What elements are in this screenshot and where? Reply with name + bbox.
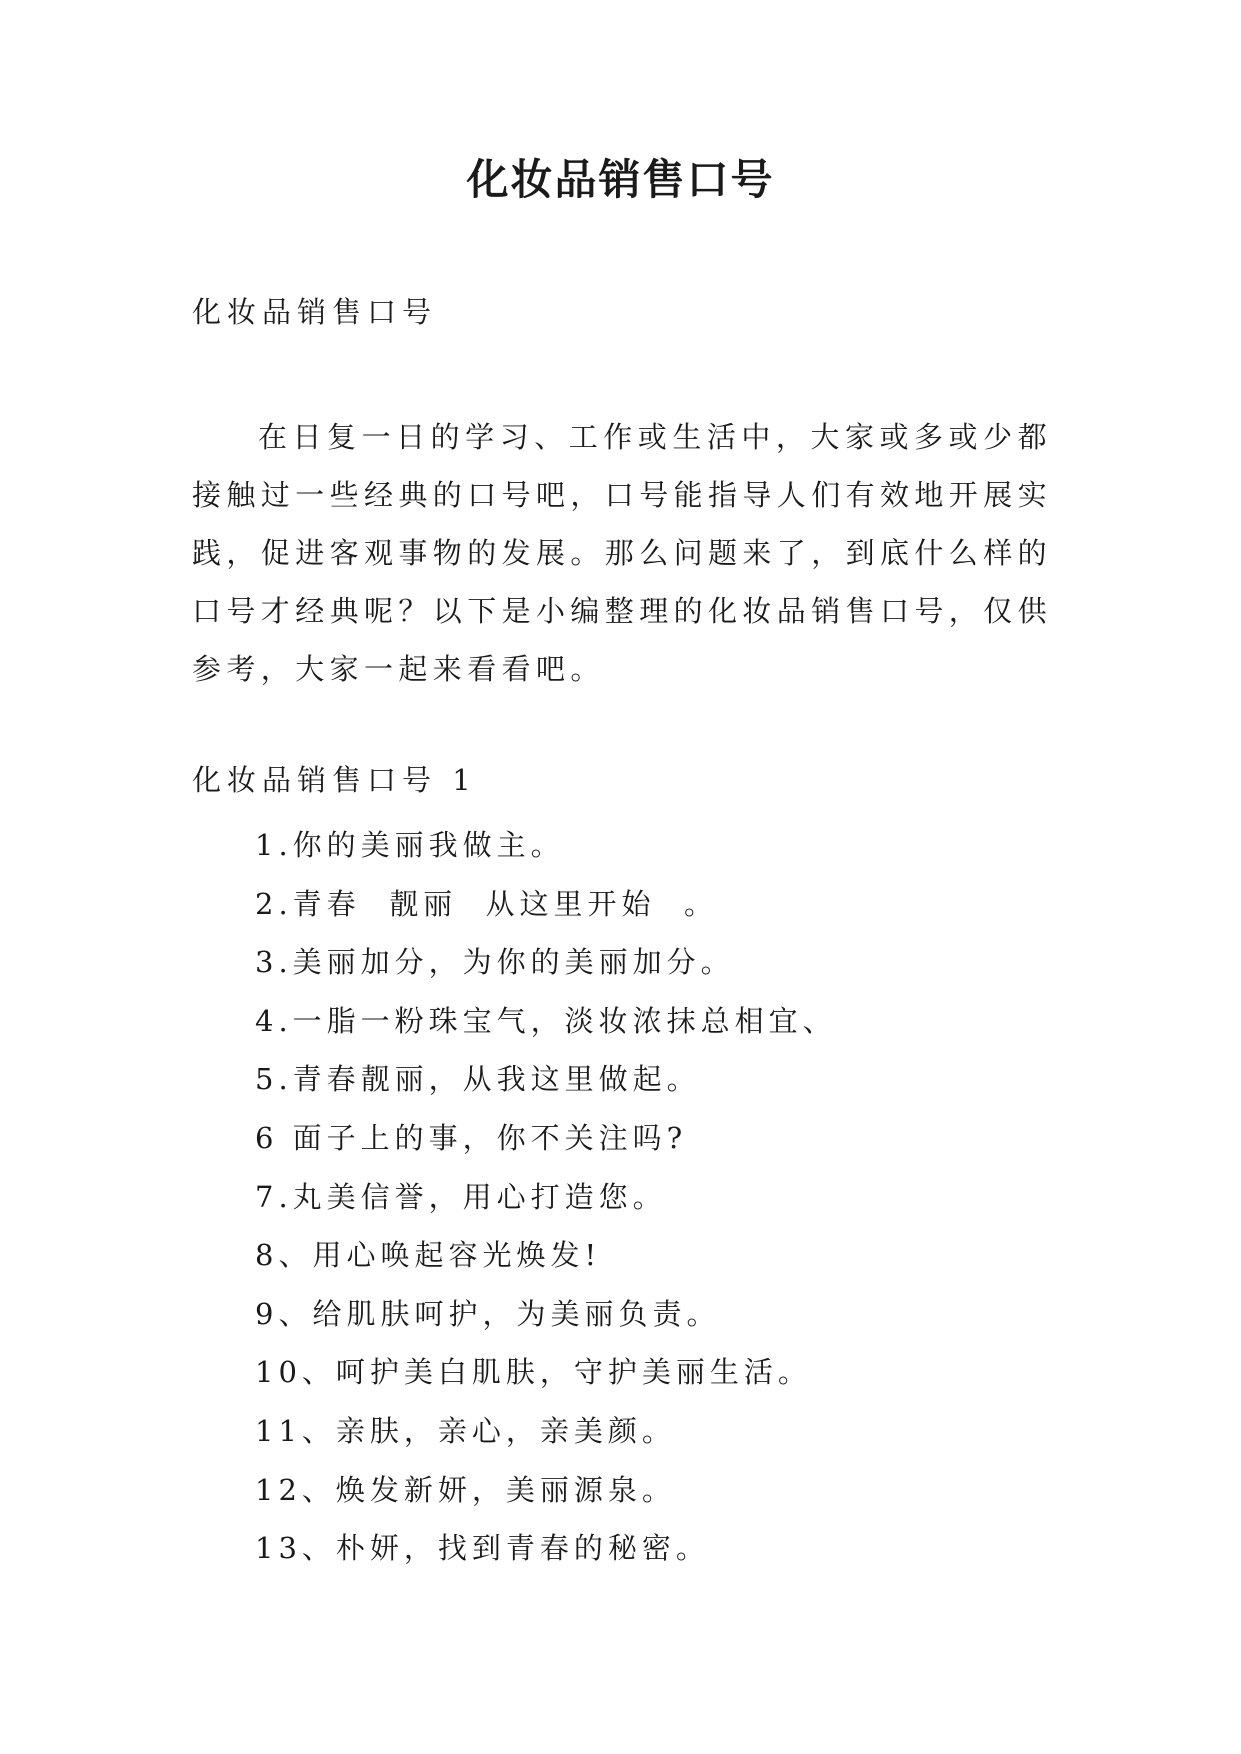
slogan-item: 9、给肌肤呵护，为美丽负责。 [255,1296,721,1331]
slogan-item: 2.青春 靓丽 从这里开始 。 [255,886,718,921]
section-heading: 化妆品销售口号 1 [192,763,477,797]
slogan-item: 10、呵护美白肌肤，守护美丽生活。 [255,1355,812,1390]
document-title: 化妆品销售口号 [466,155,775,204]
slogan-item: 1.你的美丽我做主。 [255,828,565,862]
slogan-item: 13、朴妍，找到青春的秘密。 [255,1531,710,1566]
intro-paragraph: 在日复一日的学习、工作或生活中，大家或多或少都接触过一些经典的口号吧，口号能指导人们有效地开展实践，促进客观事物的发展。那么问题来了，到底什么样的口号才经典呢？以下是小编整理的化妆品销售口号，仅供参考，大家一起来看看吧。 [192,420,1053,686]
slogan-list [255,816,837,1578]
slogan-item: 11、亲肤，亲心，亲美颜。 [255,1413,676,1448]
slogan-item: 4.一脂一粉珠宝气，淡妆浓抹总相宜、 [255,1003,837,1038]
document-subtitle: 化妆品销售口号 [192,295,438,329]
slogan-item: 7.丸美信誉，用心打造您。 [255,1179,667,1214]
slogan-item: 5.青春靓丽，从我这里做起。 [255,1062,701,1097]
slogan-item: 8、用心唤起容光焕发! [255,1238,602,1273]
slogan-item: 3.美丽加分，为你的美丽加分。 [255,945,735,980]
slogan-item: 12、焕发新妍，美丽源泉。 [255,1472,676,1507]
slogan-item: 6 面子上的事，你不关注吗? [255,1120,688,1155]
